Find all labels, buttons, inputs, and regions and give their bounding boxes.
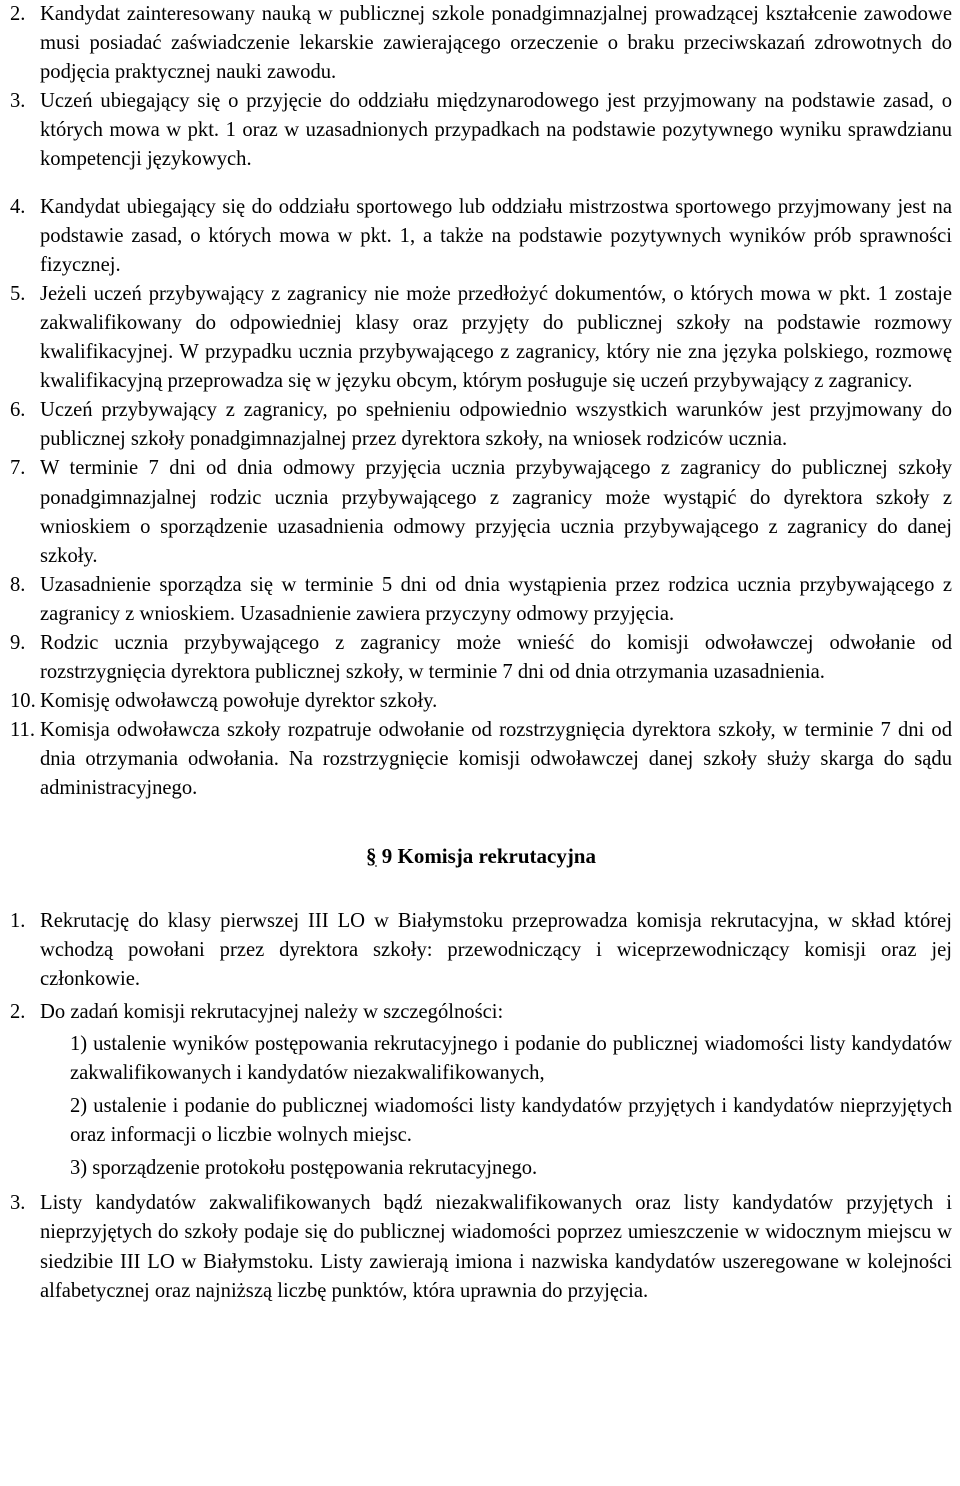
item-text: Uczeń przybywający z zagranicy, po spełnieniu odpowiednio wszystkich warunków jest przyjmowany do publicznej szkoły ponadgimnazjalnej przez dyrektora szkoły, na wniosek rodziców ucznia. bbox=[40, 399, 952, 451]
item-number: 6. bbox=[10, 399, 26, 422]
item-text: Rodzic ucznia przybywającego z zagranicy może wnieść do komisji odwoławczej odwołanie od rozstrzygnięcia dyrektora publicznej szkoły, w terminie 7 dni od dnia otrzymania uzasadnienia. bbox=[40, 631, 952, 684]
list-item bbox=[10, 87, 952, 174]
section-title: 9 Komisja rekrutacyjna bbox=[376, 843, 596, 868]
item-text: Komisję odwoławczą powołuje dyrektor szkoły. bbox=[40, 690, 438, 713]
list-item bbox=[10, 280, 952, 396]
sub-item-text: 2) ustalenie i podanie do publicznej wiadomości listy kandydatów przyjętych i kandydatów nieprzyjętych oraz informacji o liczbie wolnych miejsc. bbox=[70, 1095, 952, 1147]
item-text: W terminie 7 dni od dnia odmowy przyjęcia ucznia przybywającego z zagranicy do publicznej szkoły ponadgimnazjalnej rodzic ucznia przybywającego z zagranicy może wystąpić do dyrektora szkoły z wnioskiem o sporządzenie uzasadnienia odmowy przyjęcia ucznia przybywającego z zagranicy do danej szkoły. bbox=[40, 457, 952, 567]
list-item bbox=[10, 687, 952, 716]
item-number: 8. bbox=[10, 573, 26, 596]
item-text: Jeżeli uczeń przybywający z zagranicy nie może przedłożyć dokumentów, o których mowa w pkt. 1 zostaje zakwalifikowany do odpowiedniej klasy oraz przyjęty do publicznej szkoły na podstawie rozmowy kwalifikacyjnej. W przypadku ucznia przybywającego z zagranicy, który nie zna języka polskiego, rozmowę kwalifikacyjną przeprowadza się w języku obcym, którym posługuje się uczeń przybywający z zagranicy. bbox=[40, 282, 952, 393]
item-number: 3. bbox=[10, 90, 26, 113]
item-text: Kandydat ubiegający się do oddziału sportowego lub oddziału mistrzostwa sportowego przyjmowany jest na podstawie zasad, o których mowa w pkt. 1, a także na podstawie pozytywnych wyników prób sprawności fizycznej. bbox=[40, 195, 952, 276]
item-number: 10. bbox=[10, 690, 36, 713]
item-number: 9. bbox=[10, 631, 26, 654]
item-text: Komisja odwoławcza szkoły rozpatruje odwołanie od rozstrzygnięcia dyrektora szkoły, w terminie 7 dni od dnia otrzymania odwołania. Na rozstrzygnięcie komisji odwoławczej danej szkoły służy skarga do sądu administracyjnego. bbox=[40, 719, 952, 800]
item-text: Uzasadnienie sporządza się w terminie 5 dni od dnia wystąpienia przez rodzica ucznia przybywającego z zagranicy z wnioskiem. Uzasadnienie zawiera przyczyny odmowy przyjęcia. bbox=[40, 573, 952, 625]
section-symbol: § bbox=[365, 843, 377, 868]
item-number: 2. bbox=[10, 3, 26, 25]
list-item bbox=[10, 907, 952, 994]
list-item bbox=[10, 454, 952, 570]
list-item bbox=[10, 571, 952, 629]
sub-list-item bbox=[10, 1154, 952, 1183]
sub-item-text: 3) sporządzenie protokołu postępowania rekrutacyjnego. bbox=[70, 1157, 538, 1180]
list-item bbox=[10, 396, 952, 454]
list-item bbox=[10, 0, 952, 87]
item-number: 7. bbox=[10, 457, 26, 480]
item-number: 2. bbox=[10, 1000, 26, 1023]
item-text: Uczeń ubiegający się o przyjęcie do oddziału międzynarodowego jest przyjmowany na podstawie zasad, o których mowa w pkt. 1 oraz w uzasadnionych przypadkach na podstawie pozytywnego wyniku sprawdzianu kompetencji językowych. bbox=[40, 90, 952, 171]
item-number: 5. bbox=[10, 282, 26, 305]
list-item bbox=[10, 716, 952, 803]
item-text: Kandydat zainteresowany nauką w publicznej szkole ponadgimnazjalnej prowadzącej kształcenie zawodowe musi posiadać zaświadczenie lekarskie zawierającego orzeczenie o braku przeciwskazań zdrowotnych do podjęcia praktycznej nauki zawodu. bbox=[40, 3, 952, 84]
list-item bbox=[10, 1189, 952, 1305]
sub-item-text: 1) ustalenie wyników postępowania rekrutacyjnego i podanie do publicznej wiadomości listy kandydatów zakwalifikowanych i kandydatów niezakwalifikowanych, bbox=[70, 1032, 952, 1084]
list-item bbox=[10, 193, 952, 280]
item-text: Do zadań komisji rekrutacyjnej należy w szczególności: bbox=[40, 1000, 504, 1023]
item-number: 1. bbox=[10, 909, 26, 932]
item-number: 11. bbox=[10, 719, 35, 742]
item-number: 3. bbox=[10, 1192, 26, 1215]
item-text: Listy kandydatów zakwalifikowanych bądź niezakwalifikowanych oraz listy kandydatów przyjętych i nieprzyjętych do szkoły podaje się do publicznej wiadomości poprzez umieszczenie w widocznym miejscu w siedzibie III LO w Białymstoku. Listy zawierają imiona i nazwiska kandydatów uszeregowane w kolejności alfabetycznej oraz najniższą liczbę punktów, która uprawnia do przyjęcia. bbox=[40, 1192, 952, 1302]
sub-list-item bbox=[10, 1030, 952, 1088]
item-number: 4. bbox=[10, 195, 26, 218]
list-item bbox=[10, 629, 952, 687]
sub-list-item bbox=[10, 1092, 952, 1150]
section-heading bbox=[10, 842, 952, 871]
list-item bbox=[10, 998, 952, 1027]
item-text: Rekrutację do klasy pierwszej III LO w Białymstoku przeprowadza komisja rekrutacyjna, w skład której wchodzą powołani przez dyrektora szkoły: przewodniczący i wiceprzewodniczący komisji oraz jej członkowie. bbox=[40, 909, 952, 990]
